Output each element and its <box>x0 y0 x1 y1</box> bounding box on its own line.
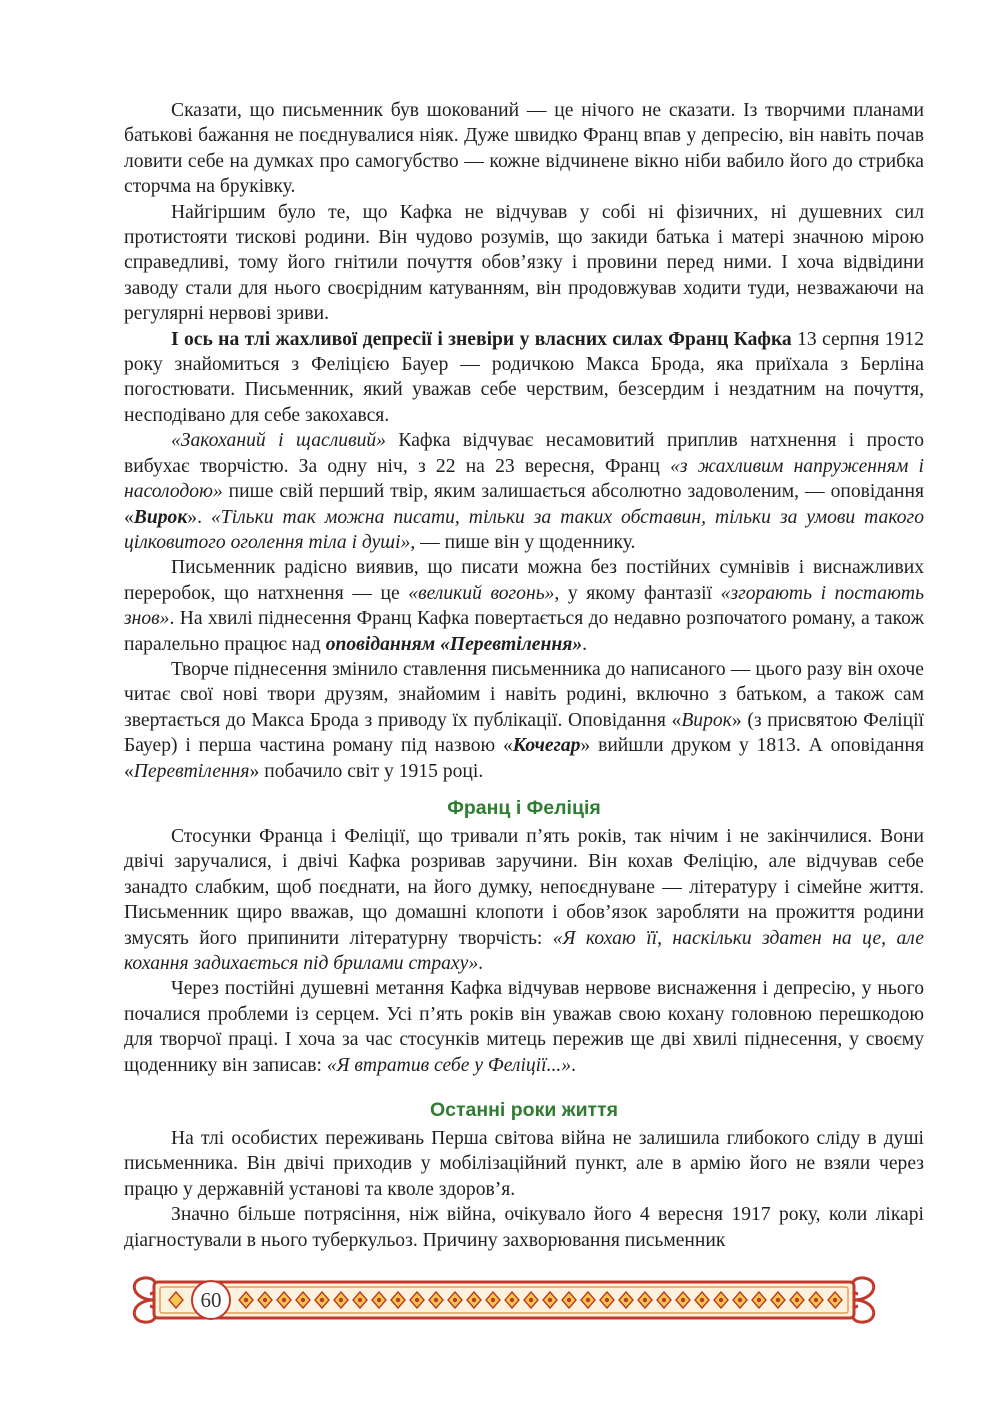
page-footer-ornament <box>124 1270 884 1330</box>
ornament-dot <box>700 1298 704 1302</box>
text-span: . <box>582 633 588 655</box>
bold-phrase: І ось на тлі жахливої депресії і зневіри у власних силах Франц Кафка <box>171 328 792 350</box>
work-title: Вирок <box>133 506 188 528</box>
section-heading: Франц і Феліція <box>447 796 601 819</box>
text-span: Кафка відчуває несамовитий приплив натхнення і просто вибухає творчістю. За одну ніч, з 22 на 23 вересня, Франц <box>124 430 924 477</box>
ornament-dot <box>833 1298 837 1302</box>
paragraph <box>124 555 924 657</box>
ornament-dot <box>776 1298 780 1302</box>
section-heading: Останні роки життя <box>429 1099 619 1122</box>
ornament-dot <box>491 1298 495 1302</box>
ornament-dot <box>757 1298 761 1302</box>
ornament-dot <box>415 1298 419 1302</box>
work-title: оповіданням «Перевтілення» <box>325 633 583 655</box>
ornament-dot <box>339 1298 343 1302</box>
text-span: пише свій перший твір, яким залишається абсолютно задоволеним, — оповідання « <box>124 481 924 528</box>
text-span: Через постійні душевні метання Кафка відчував нервове виснаження і депресію, у нього почалися проблеми із серцем. Усі п’ять років він уважав свою кохану головною перешкодою для творчої праці. І хоча за час стосунків митець пережив ще дві хвилі піднесення, у своєму щоденнику він записав: <box>124 978 924 1076</box>
paragraph <box>124 976 924 1078</box>
text-span: Творче піднесення змінило ставлення письменника до написаного — цього разу він охоче читає свої нові твори друзям, знайомим і навіть родині, включно з батьком, а також сам звертається до Макса Брода з приводу їх публікації. Оповідання « <box>124 658 924 731</box>
ornament-dot <box>263 1298 267 1302</box>
paragraph <box>124 657 924 784</box>
ornament-dot <box>795 1298 799 1302</box>
ornament-dot <box>738 1298 742 1302</box>
ornament-dot <box>472 1298 476 1302</box>
text-span: Стосунки Франца і Феліції, що тривали п’ять років, так нічим і не закінчилися. Вони двічі заручалися, і двічі Кафка розривав заручини. Він кохав Феліцію, але відчував себе занадто слабким, щоб поєднати, на його думку, непоєднуване — літературу і сімейне життя. Письменник щиро вважав, що домашні клопоти і обов’язок заробляти на прожиття родини змусять його припинити літературну творчість: <box>124 825 924 949</box>
ornament-dot <box>358 1298 362 1302</box>
text-span: , у якому фантазії <box>554 582 721 604</box>
work-title: Вирок <box>681 709 732 731</box>
ornament-dot <box>453 1298 457 1302</box>
paragraph: Значно більше потрясіння, ніж війна, очікувало його 4 вересня 1917 року, коли лікарі діагностували в нього туберкульоз. Причину захворювання письменник <box>124 1204 924 1251</box>
paragraph <box>124 824 924 976</box>
page-number: 60 <box>200 1288 222 1312</box>
paragraph: Сказати, що письменник був шокований — це нічого не сказати. Із творчими планами батькові бажання не поєднувалися ніяк. Дуже швидко Франц впав у депресію, він навіть почав ловити себе на думках про самогубство — кожне відчинене вікно ніби вабило його до стрибка сторчма на бруківку. <box>124 100 924 198</box>
ornament-dot <box>681 1298 685 1302</box>
quote: «Закоханий і щасливий» <box>171 430 386 452</box>
ornament-dot <box>643 1298 647 1302</box>
text-span: » вийшли друком у 1813. А оповідання « <box>124 735 924 782</box>
text-span: Письменник радісно виявив, що писати можна без постійних сумнівів і виснажливих переробок, що натхнення — це <box>124 557 924 604</box>
text-span: . <box>478 953 484 974</box>
paragraph <box>124 428 924 555</box>
text-span: . На хвилі піднесення Франц Кафка повертається до недавно розпочатого роману, а також паралельно працює над <box>124 608 924 655</box>
paragraph <box>124 327 924 429</box>
quote: «Я кохаю її, наскільки здатен на це, але кохання задихається під брилами страху» <box>124 927 924 974</box>
text-span: , — пише він у щоденнику. <box>410 531 636 553</box>
ornament-border-icon <box>124 1270 884 1330</box>
ornament-dot <box>320 1298 324 1302</box>
text-span: » (з присвятою Феліції Бауер) і перша частина роману під назвою « <box>124 709 924 757</box>
ornament-dot <box>244 1298 248 1302</box>
ornament-dot <box>586 1298 590 1302</box>
paragraph: Найгіршим було те, що Кафка не відчував у собі ні фізичних, ні душевних сил протистояти тискові родини. Він чудово розумів, що закиди батька і матері значною мірою справедливі, тому його гнітили почуття обов’язку і провини перед ними. І хоча відвідини заводу стали для нього своєрідним катуванням, він продовжував ходити туди, незважаючи на регулярні нервові зриви. <box>124 201 924 325</box>
ornament-dot <box>662 1298 666 1302</box>
work-title: Кочегар <box>512 735 581 757</box>
quote: «Тільки так можна писати, тільки за таких обставин, тільки за умови такого цілковитого оголення тіла і душі» <box>124 506 925 553</box>
ornament-dot <box>814 1298 818 1302</box>
ornament-dot <box>529 1298 533 1302</box>
ornament-dot <box>396 1298 400 1302</box>
ornament-dot <box>510 1298 514 1302</box>
work-title: Перевтілення <box>133 760 250 782</box>
quote: «великий вогонь» <box>408 582 555 604</box>
ornament-dot <box>567 1298 571 1302</box>
page-body <box>124 98 924 1253</box>
ornament-dot <box>434 1298 438 1302</box>
text-span: » побачило світ у 1915 році. <box>249 760 484 782</box>
ornament-dot <box>301 1298 305 1302</box>
text-span: 13 серпня 1912 року знайомиться з Феліцією Бауер — родичкою Макса Брода, яка приїхала з Берліна погостювати. Письменник, який уважав себе черствим, безсердим і нездатним на почуття, несподівано для себе закохався. <box>124 328 924 426</box>
text-span: ». <box>187 506 211 528</box>
quote: «з жахливим напруженням і насолодою» <box>124 455 924 503</box>
ornament-dot <box>605 1298 609 1302</box>
paragraph: На тлі особистих переживань Перша світова війна не залишила глибокого сліду в душі письменника. Він двічі приходив у мобілізаційний пункт, але в армію його не взяли через працю у державній установі та кволе здоров’я. <box>124 1128 924 1200</box>
ornament-dot <box>377 1298 381 1302</box>
ornament-dot <box>282 1298 286 1302</box>
quote: «згорають і постають знов» <box>124 582 924 630</box>
ornament-dot <box>548 1298 552 1302</box>
ornament-dot <box>719 1298 723 1302</box>
ornament-dot <box>624 1298 628 1302</box>
quote: «Я втратив себе у Феліції...» <box>326 1054 572 1076</box>
text-span: . <box>571 1054 576 1076</box>
